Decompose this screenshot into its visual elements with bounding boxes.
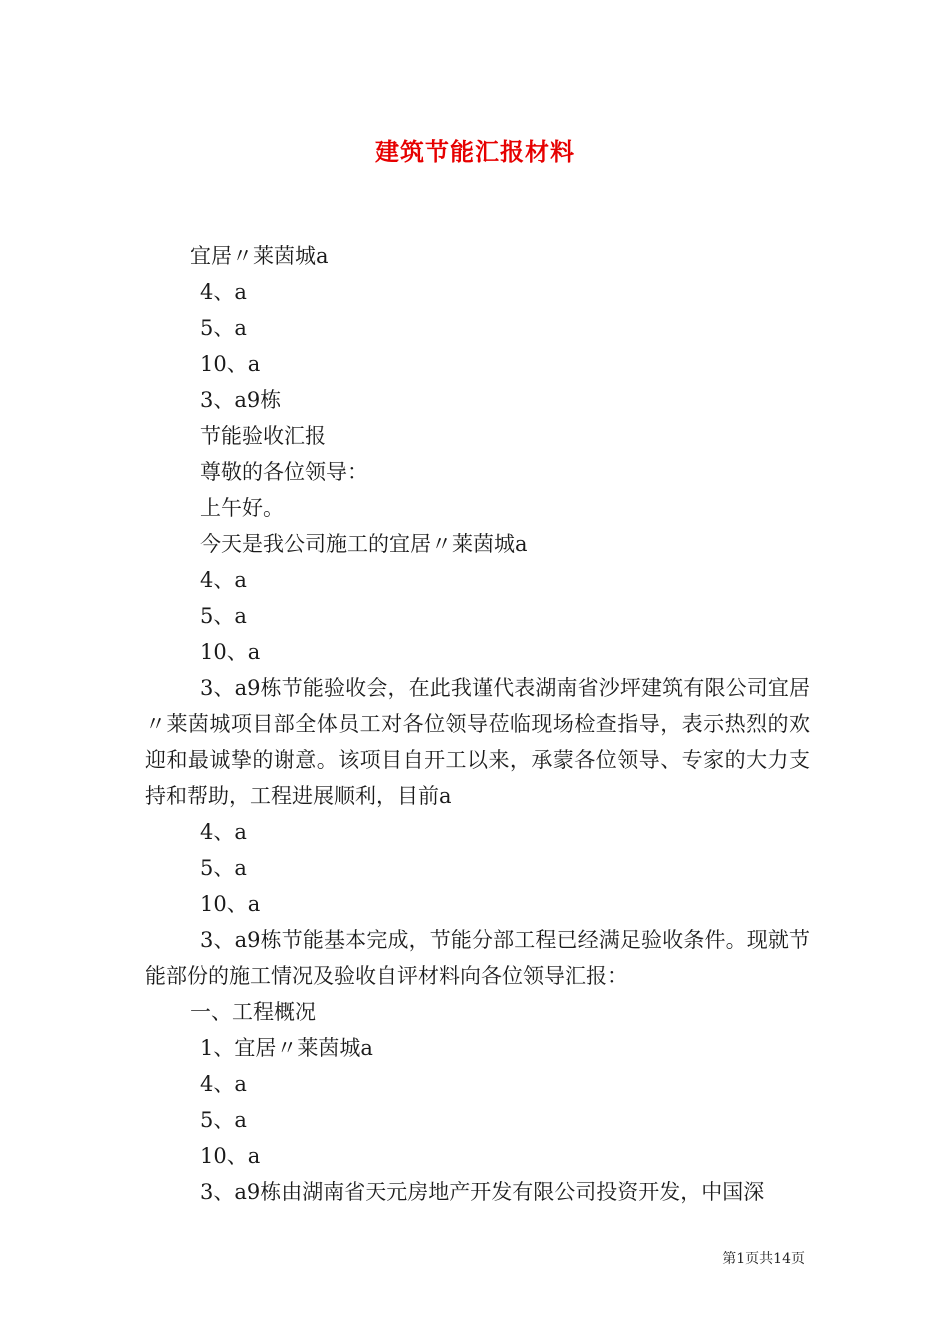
text-line: 4、a: [200, 820, 247, 844]
document-title: 建筑节能汇报材料: [375, 137, 575, 166]
text-line: 尊敬的各位领导：: [200, 460, 368, 484]
page-footer: 第1页共14页: [722, 1251, 805, 1267]
text-line: 10、a: [200, 640, 261, 664]
text-line: 上午好。: [200, 496, 284, 520]
text-line: 宜居〃莱茵城a: [190, 244, 329, 268]
paragraph: 3、a9栋节能基本完成，节能分部工程已经满足验收条件。现就节能部份的施工情况及验收自评材料向各位领导汇报：: [145, 928, 810, 988]
document-body: [145, 238, 810, 1210]
text-line: 5、a: [200, 856, 247, 880]
text-line: 5、a: [200, 316, 247, 340]
text-line: 今天是我公司施工的宜居〃莱茵城a: [200, 532, 528, 556]
text-line: 1、宜居〃莱茵城a: [200, 1036, 373, 1060]
paragraph: 3、a9栋节能验收会，在此我谨代表湖南省沙坪建筑有限公司宜居〃莱茵城项目部全体员工对各位领导莅临现场检查指导，表示热烈的欢迎和最诚挚的谢意。该项目自开工以来，承蒙各位领导、专家的大力支持和帮助，工程进展顺利，目前a: [145, 676, 810, 808]
section-heading: 一、工程概况: [190, 1000, 316, 1024]
text-line: 3、a9栋: [200, 388, 282, 412]
paragraph: 3、a9栋由湖南省天元房地产开发有限公司投资开发，中国深: [200, 1180, 765, 1204]
text-line: 5、a: [200, 1108, 247, 1132]
text-line: 4、a: [200, 568, 247, 592]
text-line: 节能验收汇报: [200, 424, 326, 448]
text-line: 5、a: [200, 604, 247, 628]
text-line: 10、a: [200, 352, 261, 376]
text-line: 10、a: [200, 892, 261, 916]
text-line: 10、a: [200, 1144, 261, 1168]
text-line: 4、a: [200, 1072, 247, 1096]
text-line: 4、a: [200, 280, 247, 304]
